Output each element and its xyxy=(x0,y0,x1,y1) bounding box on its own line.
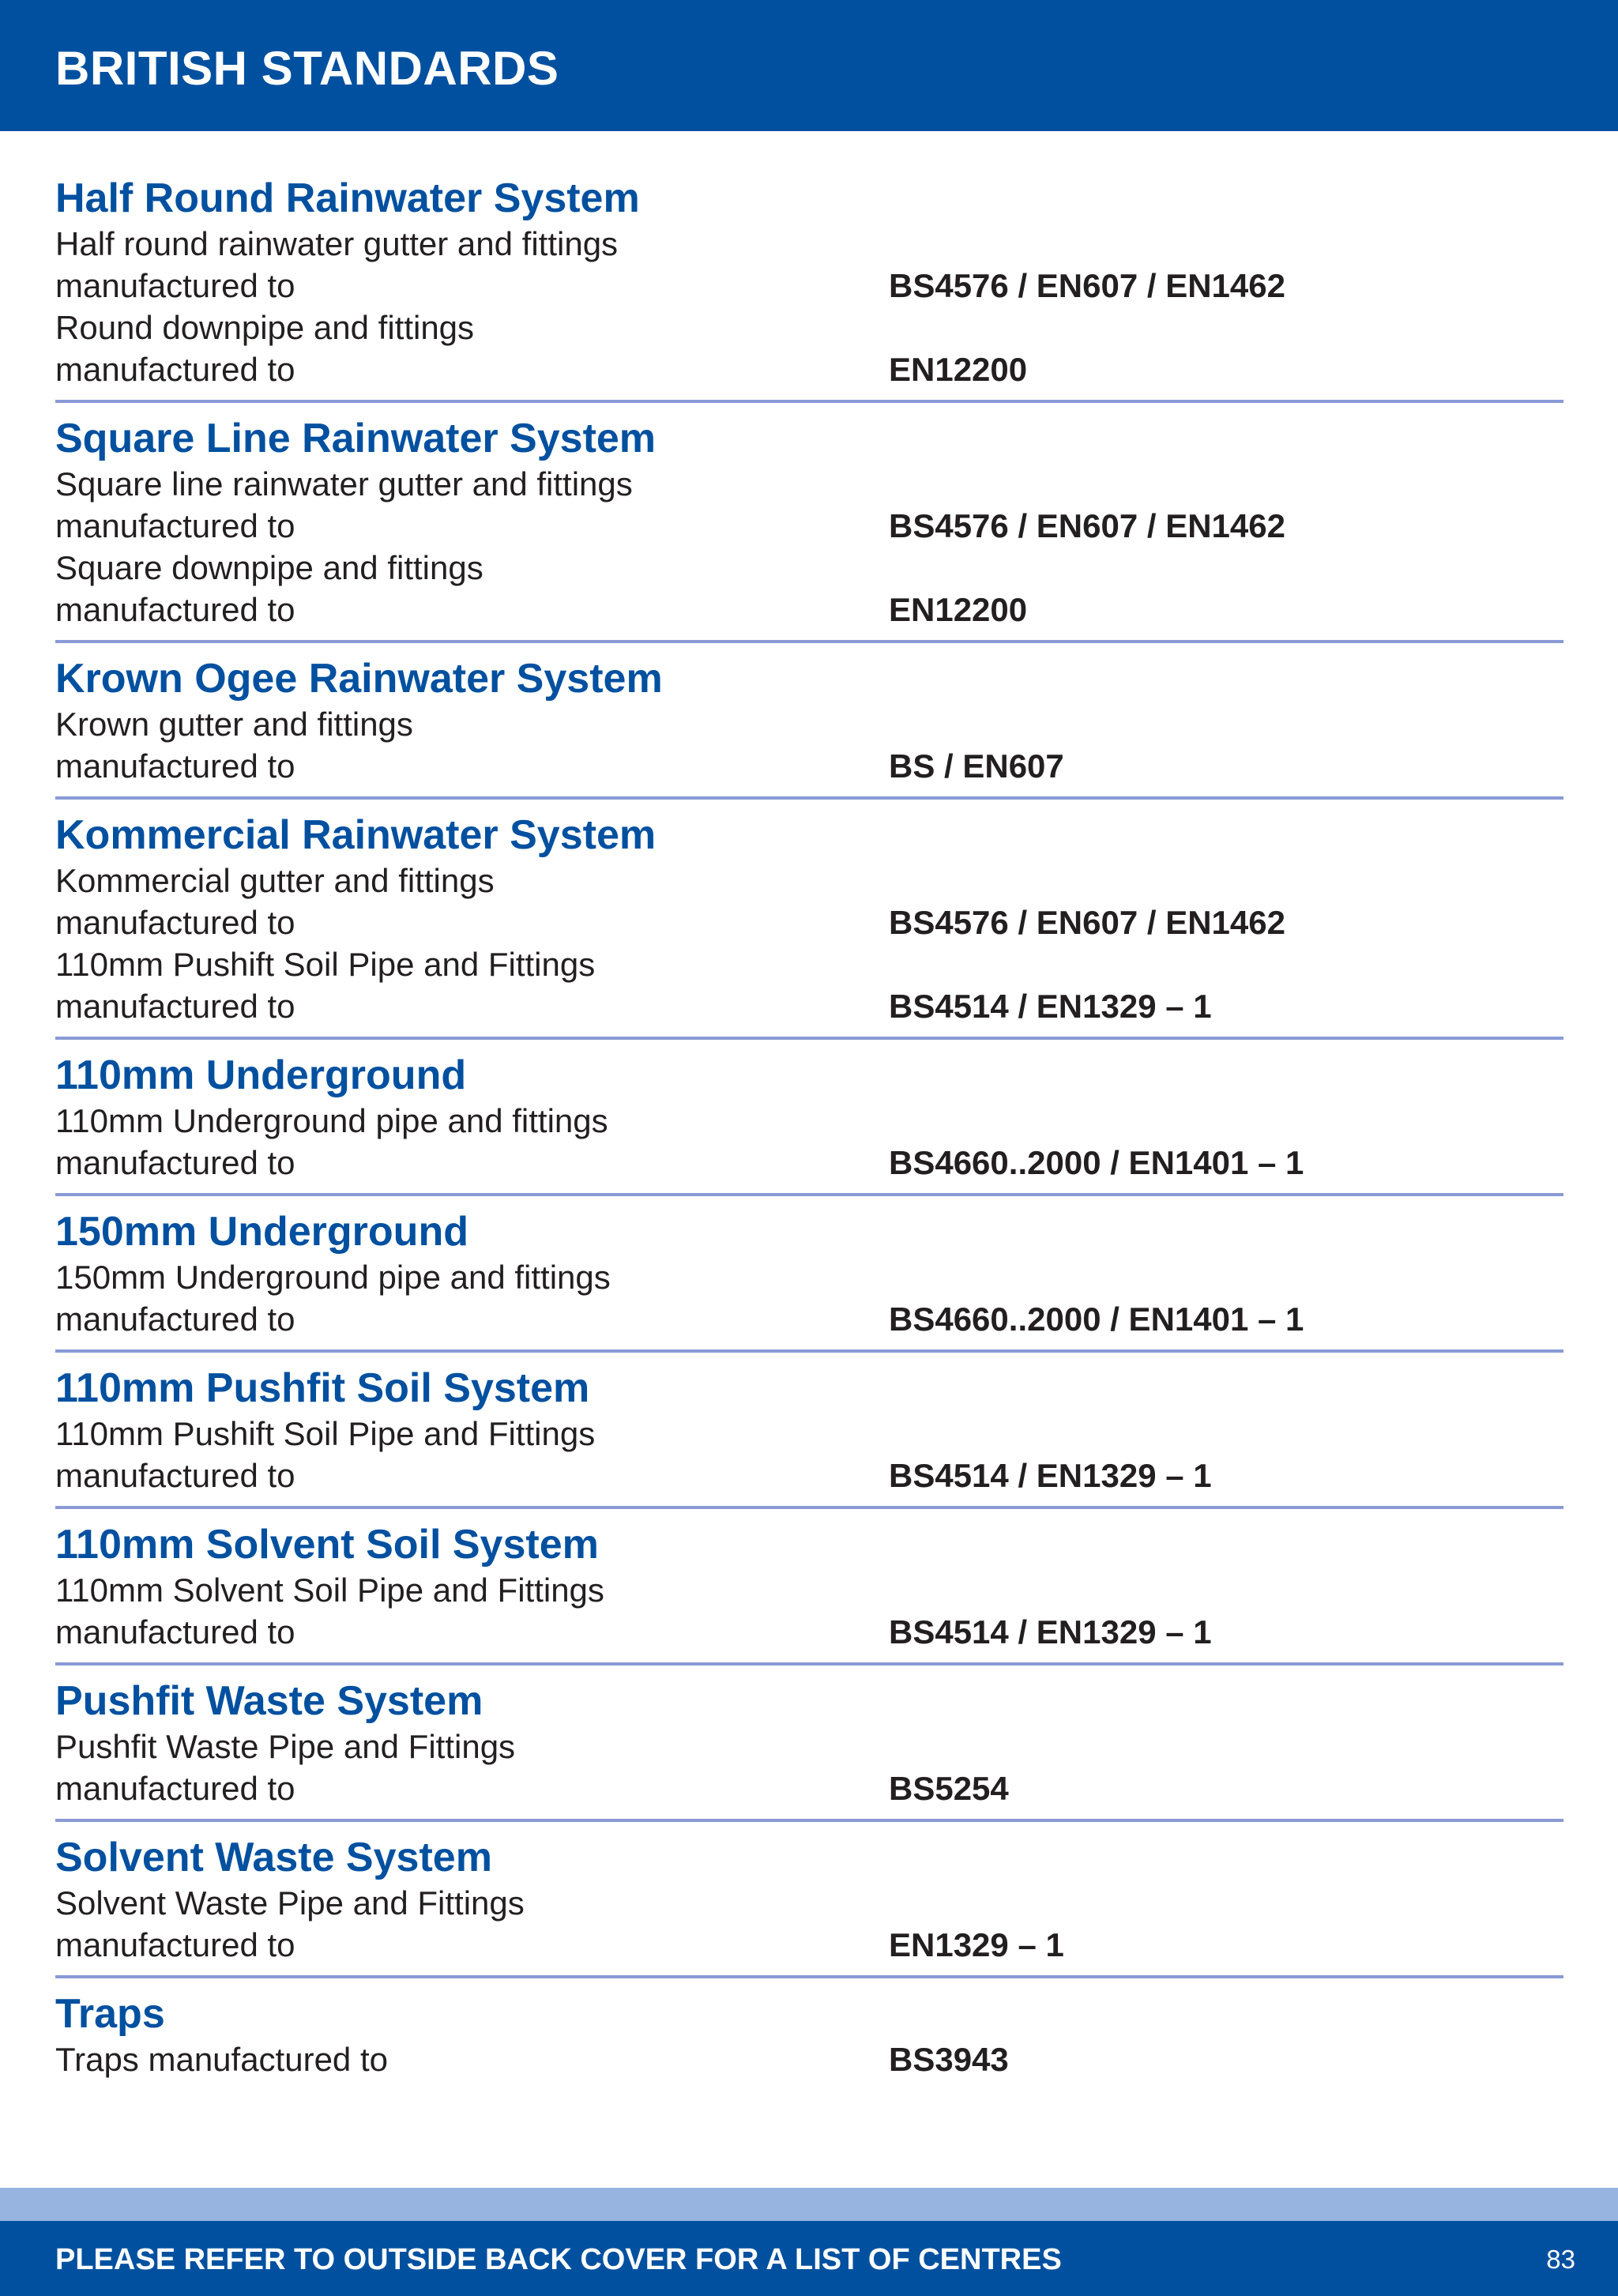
standard-section xyxy=(55,1207,1563,1353)
spec-line xyxy=(55,1100,1563,1142)
spec-line xyxy=(55,505,1563,547)
standard-section xyxy=(55,1520,1563,1666)
spec-line xyxy=(55,1256,1563,1298)
spec-line xyxy=(55,860,1563,901)
standard-code: EN12200 xyxy=(889,591,1028,628)
page-number: 83 xyxy=(1546,2245,1575,2274)
standards-list xyxy=(55,174,1563,2101)
standard-code: BS4576 / EN607 / EN1462 xyxy=(889,904,1285,941)
spec-description: 110mm Pushift Soil Pipe and Fittings xyxy=(55,946,596,983)
spec-description: manufactured to xyxy=(55,1457,295,1494)
spec-description: Traps manufactured to xyxy=(55,2041,388,2078)
spec-description: Square line rainwater gutter and fittings xyxy=(55,465,633,502)
page-header xyxy=(0,0,1618,131)
spec-line xyxy=(55,1413,1563,1455)
spec-description: Kommercial gutter and fittings xyxy=(55,862,495,899)
section-title: Kommercial Rainwater System xyxy=(55,812,657,858)
spec-line xyxy=(55,1726,1563,1767)
standard-code: EN12200 xyxy=(889,351,1028,388)
spec-description: manufactured to xyxy=(55,591,295,628)
standard-code: BS5254 xyxy=(889,1770,1009,1807)
spec-line xyxy=(55,1455,1563,1496)
spec-line xyxy=(55,223,1563,265)
spec-description: Round downpipe and fittings xyxy=(55,309,475,346)
spec-line xyxy=(55,985,1563,1027)
spec-line xyxy=(55,1142,1563,1184)
spec-line xyxy=(55,1298,1563,1340)
spec-description: manufactured to xyxy=(55,747,295,785)
standard-code: BS4660..2000 / EN1401 – 1 xyxy=(889,1144,1304,1181)
spec-description: manufactured to xyxy=(55,1770,295,1807)
section-title: Solvent Waste System xyxy=(55,1835,492,1880)
standard-code: BS3943 xyxy=(889,2041,1009,2078)
spec-description: Half round rainwater gutter and fittings xyxy=(55,225,619,262)
spec-line xyxy=(55,901,1563,943)
standard-section xyxy=(55,414,1563,643)
spec-line xyxy=(55,348,1563,390)
spec-description: 110mm Solvent Soil Pipe and Fittings xyxy=(55,1571,604,1609)
standard-section xyxy=(55,1989,1563,2090)
page-title: BRITISH STANDARDS xyxy=(55,42,559,95)
section-title: 110mm Pushfit Soil System xyxy=(55,1365,590,1411)
spec-description: Square downpipe and fittings xyxy=(55,549,484,586)
standard-code: BS4576 / EN607 / EN1462 xyxy=(889,507,1285,544)
spec-line xyxy=(55,307,1563,348)
spec-line xyxy=(55,2038,1563,2080)
spec-line xyxy=(55,265,1563,307)
standard-code: BS4576 / EN607 / EN1462 xyxy=(889,267,1285,304)
section-title: Pushfit Waste System xyxy=(55,1678,484,1724)
spec-line xyxy=(55,745,1563,787)
standard-section xyxy=(55,1364,1563,1509)
standard-section xyxy=(55,1677,1563,1822)
section-title: 110mm Underground xyxy=(55,1052,467,1098)
spec-description: Pushfit Waste Pipe and Fittings xyxy=(55,1728,516,1765)
spec-description: manufactured to xyxy=(55,1300,295,1338)
page-footer xyxy=(0,2221,1618,2296)
spec-description: manufactured to xyxy=(55,507,295,544)
spec-description: Krown gutter and fittings xyxy=(55,706,413,743)
spec-description: manufactured to xyxy=(55,267,295,304)
section-title: Square Line Rainwater System xyxy=(55,416,657,461)
standard-code: BS4660..2000 / EN1401 – 1 xyxy=(889,1300,1304,1338)
footer-band xyxy=(0,2188,1618,2221)
spec-description: manufactured to xyxy=(55,1613,295,1650)
spec-description: manufactured to xyxy=(55,988,295,1025)
spec-description: manufactured to xyxy=(55,1144,295,1181)
section-title: 110mm Solvent Soil System xyxy=(55,1522,599,1568)
spec-line xyxy=(55,703,1563,745)
standard-code: BS / EN607 xyxy=(889,747,1064,785)
standard-code: BS4514 / EN1329 – 1 xyxy=(889,1457,1212,1494)
spec-line xyxy=(55,1882,1563,1924)
spec-line xyxy=(55,1569,1563,1611)
spec-line xyxy=(55,589,1563,630)
spec-line xyxy=(55,1767,1563,1809)
spec-description: 110mm Underground pipe and fittings xyxy=(55,1102,608,1139)
section-title: Krown Ogee Rainwater System xyxy=(55,656,663,702)
standard-section xyxy=(55,811,1563,1040)
spec-description: 110mm Pushift Soil Pipe and Fittings xyxy=(55,1415,596,1452)
spec-line xyxy=(55,1611,1563,1653)
footer-notice: PLEASE REFER TO OUTSIDE BACK COVER FOR A LIST OF CENTRES xyxy=(55,2243,1062,2276)
standard-section xyxy=(55,1051,1563,1196)
spec-line xyxy=(55,463,1563,505)
spec-description: manufactured to xyxy=(55,1926,295,1963)
standard-code: BS4514 / EN1329 – 1 xyxy=(889,1613,1212,1650)
spec-description: manufactured to xyxy=(55,904,295,941)
standard-code: EN1329 – 1 xyxy=(889,1926,1064,1963)
section-title: Traps xyxy=(55,1991,165,2037)
spec-description: Solvent Waste Pipe and Fittings xyxy=(55,1884,525,1921)
section-title: Half Round Rainwater System xyxy=(55,175,640,221)
standard-section xyxy=(55,1833,1563,1978)
spec-line xyxy=(55,943,1563,985)
section-title: 150mm Underground xyxy=(55,1209,468,1255)
spec-description: manufactured to xyxy=(55,351,295,388)
spec-description: 150mm Underground pipe and fittings xyxy=(55,1259,611,1296)
spec-line xyxy=(55,547,1563,589)
standard-section xyxy=(55,174,1563,403)
standard-code: BS4514 / EN1329 – 1 xyxy=(889,988,1212,1025)
standard-section xyxy=(55,654,1563,800)
spec-line xyxy=(55,1924,1563,1966)
